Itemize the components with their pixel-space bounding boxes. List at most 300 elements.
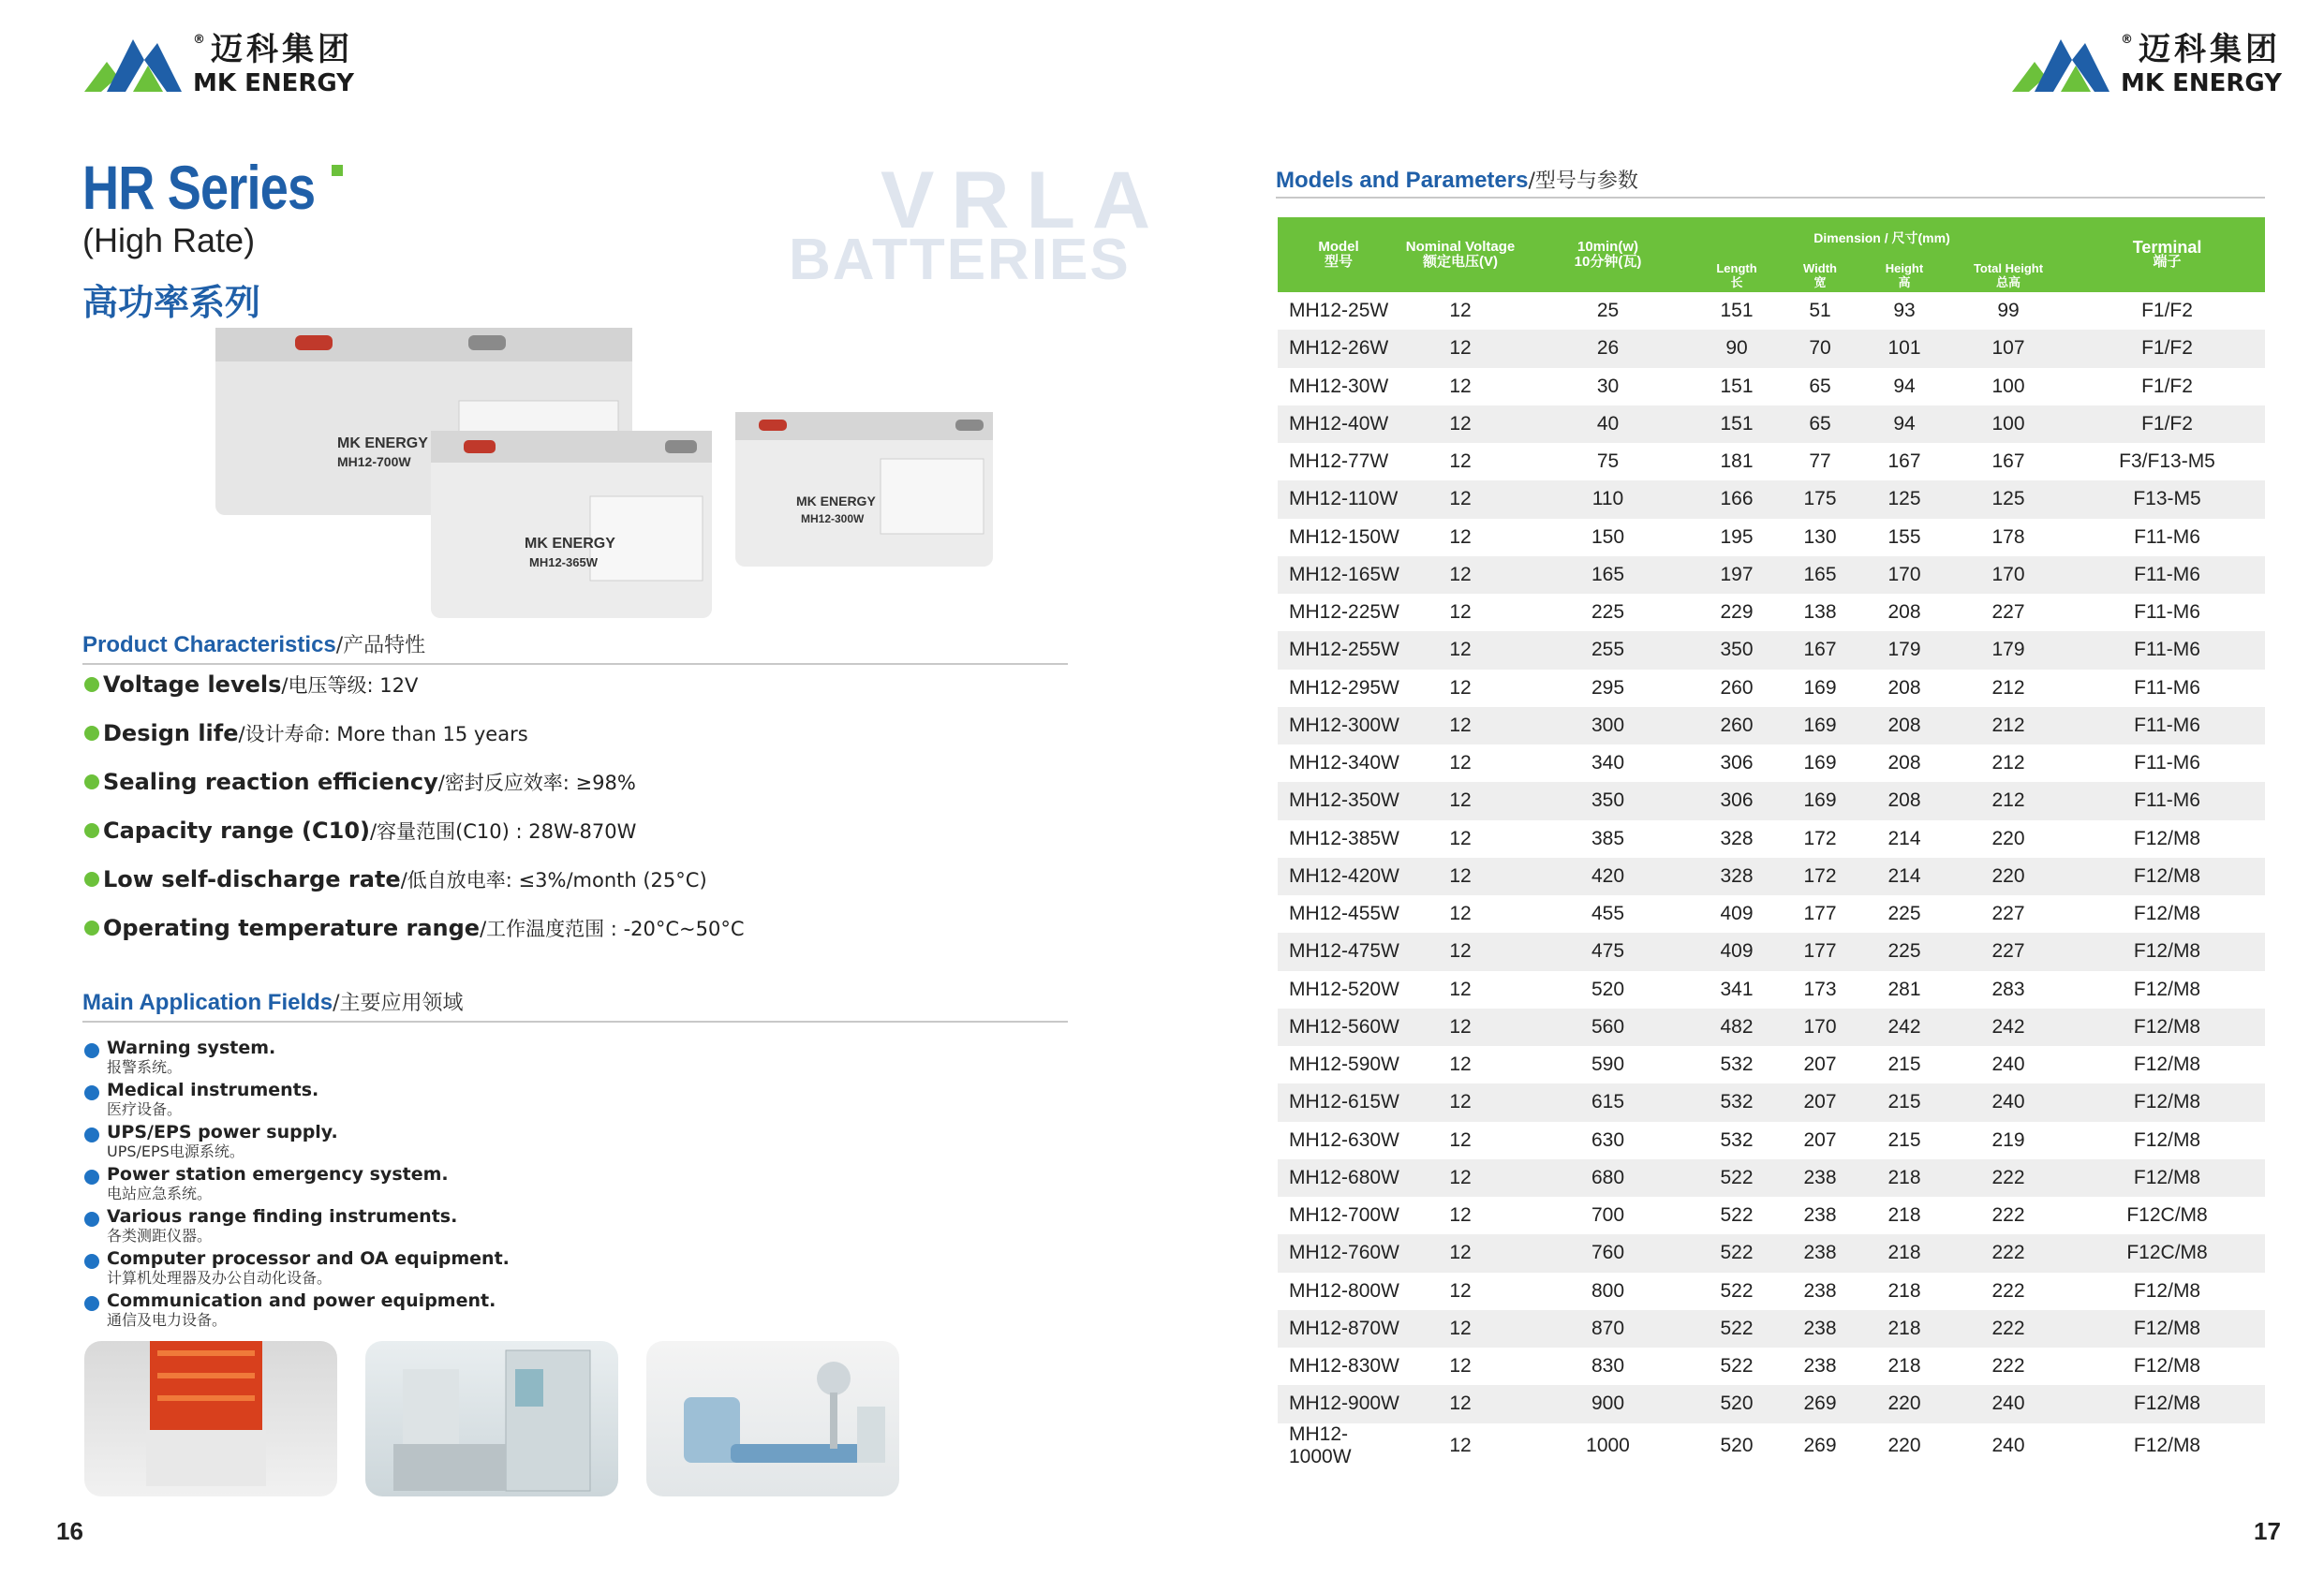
cell-total-height: 222 <box>1991 1166 2025 1188</box>
cell-height: 208 <box>1887 601 1921 624</box>
cell-total-height: 222 <box>1991 1317 2025 1339</box>
cell-width: 165 <box>1803 563 1837 585</box>
cell-voltage: 12 <box>1449 714 1472 736</box>
cell-terminal: F3/F13-M5 <box>2119 450 2215 473</box>
cell-total-height: 240 <box>1991 1091 2025 1113</box>
cell-model: MH12-455W <box>1289 903 1399 925</box>
header-model: Model 型号 <box>1318 239 1359 270</box>
cell-power: 295 <box>1591 676 1625 699</box>
cell-height: 215 <box>1887 1128 1921 1151</box>
cell-height: 101 <box>1887 337 1921 360</box>
cell-width: 172 <box>1803 827 1837 849</box>
char-value: /密封反应效率: ≥98% <box>437 772 636 794</box>
cell-width: 177 <box>1803 903 1837 925</box>
cell-length: 341 <box>1720 978 1754 1000</box>
characteristics-heading-cn: /产品特性 <box>335 634 426 657</box>
cell-length: 181 <box>1720 450 1754 473</box>
cell-terminal: F12/M8 <box>2133 1166 2201 1188</box>
cell-voltage: 12 <box>1449 601 1472 624</box>
cell-power: 630 <box>1591 1128 1625 1151</box>
cell-height: 218 <box>1887 1317 1921 1339</box>
cell-height: 179 <box>1887 639 1921 661</box>
cell-power: 475 <box>1591 940 1625 963</box>
cell-model: MH12-700W <box>1289 1204 1399 1227</box>
app-label-en: Power station emergency system. <box>107 1164 449 1185</box>
cell-width: 170 <box>1803 1015 1837 1038</box>
medical-equipment-icon <box>646 1341 899 1496</box>
cell-width: 51 <box>1809 300 1831 322</box>
cell-power: 590 <box>1591 1054 1625 1076</box>
app-label-en: UPS/EPS power supply. <box>107 1122 338 1142</box>
cell-total-height: 240 <box>1991 1434 2025 1456</box>
applications-heading-cn: /主要应用领域 <box>333 992 464 1015</box>
header-power: 10min(w) 10分钟(瓦) <box>1574 239 1642 270</box>
cell-total-height: 100 <box>1991 375 2025 397</box>
cell-model: MH12-26W <box>1289 337 1389 360</box>
bullet-icon <box>84 823 99 838</box>
table-row <box>1278 368 2265 405</box>
battery-product-image <box>206 318 1012 637</box>
models-table-body <box>1278 292 2265 1468</box>
cell-height: 208 <box>1887 676 1921 699</box>
cell-total-height: 227 <box>1991 601 2025 624</box>
cell-terminal: F12/M8 <box>2133 1128 2201 1151</box>
table-heading <box>1276 165 1638 194</box>
cell-terminal: F12/M8 <box>2133 864 2201 887</box>
cell-length: 195 <box>1720 525 1754 548</box>
cell-voltage: 12 <box>1449 412 1472 435</box>
table-row <box>1278 631 2265 669</box>
app-label-cn: 医疗设备。 <box>107 1100 183 1118</box>
cell-width: 65 <box>1809 375 1831 397</box>
cell-power: 800 <box>1591 1279 1625 1302</box>
char-value: /低自放电率: ≤3%/month (25°C) <box>400 869 707 892</box>
cell-terminal: F11-M6 <box>2134 789 2200 812</box>
cell-terminal: F12/M8 <box>2133 1355 2201 1378</box>
cell-model: MH12-760W <box>1289 1242 1399 1264</box>
table-row <box>1278 1046 2265 1083</box>
cell-width: 169 <box>1803 714 1837 736</box>
cell-length: 522 <box>1720 1204 1754 1227</box>
cell-width: 207 <box>1803 1091 1837 1113</box>
cell-terminal: F1/F2 <box>2141 337 2193 360</box>
app-label-en: Various range finding instruments. <box>107 1206 458 1227</box>
photo-warning-light <box>84 1341 337 1496</box>
cell-terminal: F11-M6 <box>2134 563 2200 585</box>
cell-total-height: 212 <box>1991 676 2025 699</box>
cell-total-height: 222 <box>1991 1279 2025 1302</box>
cell-length: 350 <box>1720 639 1754 661</box>
table-row <box>1278 820 2265 858</box>
table-row <box>1278 519 2265 556</box>
table-row <box>1278 1159 2265 1197</box>
applications-heading <box>82 987 464 1016</box>
cell-length: 166 <box>1720 488 1754 510</box>
cell-model: MH12-900W <box>1289 1393 1399 1415</box>
table-row <box>1278 1273 2265 1310</box>
cell-height: 281 <box>1887 978 1921 1000</box>
cell-model: MH12-225W <box>1289 601 1399 624</box>
char-self-discharge <box>84 865 707 893</box>
cell-power: 25 <box>1596 300 1620 322</box>
char-value: /容量范围(C10) : 28W-870W <box>370 820 637 843</box>
table-row <box>1278 330 2265 367</box>
cell-model: MH12-40W <box>1289 412 1389 435</box>
cell-height: 215 <box>1887 1091 1921 1113</box>
app-label-cn: 计算机处理器及办公自动化设备。 <box>107 1269 333 1287</box>
cell-length: 532 <box>1720 1054 1754 1076</box>
cell-voltage: 12 <box>1449 789 1472 812</box>
app-item-medical <box>84 1080 318 1119</box>
cell-terminal: F12C/M8 <box>2126 1204 2208 1227</box>
app-label-en: Communication and power equipment. <box>107 1290 496 1311</box>
characteristics-heading <box>82 629 425 658</box>
page-number-left: 16 <box>56 1517 83 1545</box>
cell-power: 40 <box>1596 412 1620 435</box>
cell-height: 208 <box>1887 752 1921 774</box>
cell-voltage: 12 <box>1449 639 1472 661</box>
table-row <box>1278 782 2265 819</box>
table-row <box>1278 744 2265 782</box>
char-capacity <box>84 817 636 845</box>
registered-mark: ® <box>193 33 209 47</box>
cell-terminal: F12/M8 <box>2133 1434 2201 1456</box>
char-label: Operating temperature range <box>103 915 481 941</box>
cell-terminal: F13-M5 <box>2133 488 2201 510</box>
cell-terminal: F12/M8 <box>2133 1393 2201 1415</box>
battery-brand-300: MK ENERGY <box>796 494 876 508</box>
app-label-cn: 通信及电力设备。 <box>107 1311 228 1329</box>
cell-power: 680 <box>1591 1166 1625 1188</box>
cell-terminal: F12C/M8 <box>2126 1242 2208 1264</box>
cell-terminal: F1/F2 <box>2141 300 2193 322</box>
cell-power: 455 <box>1591 903 1625 925</box>
cell-terminal: F11-M6 <box>2134 601 2200 624</box>
table-row <box>1278 1009 2265 1046</box>
cell-model: MH12-590W <box>1289 1054 1399 1076</box>
cell-length: 522 <box>1720 1317 1754 1339</box>
cell-voltage: 12 <box>1449 525 1472 548</box>
cell-width: 177 <box>1803 940 1837 963</box>
cell-voltage: 12 <box>1449 1204 1472 1227</box>
char-value: /设计寿命: More than 15 years <box>238 723 528 745</box>
cell-power: 350 <box>1591 789 1625 812</box>
cell-total-height: 212 <box>1991 714 2025 736</box>
table-row <box>1278 1385 2265 1422</box>
cell-voltage: 12 <box>1449 375 1472 397</box>
cell-total-height: 227 <box>1991 903 2025 925</box>
cell-height: 155 <box>1887 525 1921 548</box>
table-row <box>1278 670 2265 707</box>
table-row <box>1278 1310 2265 1348</box>
brand-logo-left <box>82 31 354 97</box>
cell-power: 830 <box>1591 1355 1625 1378</box>
green-square-accent <box>332 165 343 176</box>
cell-length: 520 <box>1720 1393 1754 1415</box>
cell-width: 238 <box>1803 1279 1837 1302</box>
cell-voltage: 12 <box>1449 940 1472 963</box>
cell-power: 1000 <box>1586 1434 1630 1456</box>
cell-length: 260 <box>1720 714 1754 736</box>
cell-model: MH12-520W <box>1289 978 1399 1000</box>
char-temperature <box>84 914 745 942</box>
cell-total-height: 222 <box>1991 1242 2025 1264</box>
header-total-height: Total Height 总高 <box>1973 261 2044 289</box>
warning-light-icon <box>84 1341 337 1496</box>
cell-voltage: 12 <box>1449 300 1472 322</box>
table-heading-divider <box>1276 197 2265 199</box>
cell-terminal: F12/M8 <box>2133 1091 2201 1113</box>
cell-terminal: F12/M8 <box>2133 1279 2201 1302</box>
cell-voltage: 12 <box>1449 1279 1472 1302</box>
cell-total-height: 212 <box>1991 789 2025 812</box>
cell-voltage: 12 <box>1449 1128 1472 1151</box>
cell-terminal: F12/M8 <box>2133 903 2201 925</box>
cell-height: 220 <box>1887 1434 1921 1456</box>
cell-total-height: 167 <box>1991 450 2025 473</box>
watermark-vrla: VRLA <box>881 155 1168 245</box>
cell-power: 760 <box>1591 1242 1625 1264</box>
brand-name-en: MK ENERGY <box>193 69 354 97</box>
brand-name-cn: 迈科集团 <box>211 31 353 68</box>
cell-power: 110 <box>1591 488 1624 510</box>
cell-height: 94 <box>1893 375 1916 397</box>
cell-total-height: 220 <box>1991 864 2025 887</box>
cell-voltage: 12 <box>1449 752 1472 774</box>
photo-medical-equipment <box>646 1341 899 1496</box>
cell-width: 169 <box>1803 676 1837 699</box>
battery-brand-700: MK ENERGY <box>337 435 428 451</box>
registered-mark: ® <box>2121 33 2137 47</box>
cell-length: 409 <box>1720 940 1754 963</box>
table-row <box>1278 1423 2265 1468</box>
cell-height: 208 <box>1887 714 1921 736</box>
cell-power: 75 <box>1596 450 1620 473</box>
char-label: Low self-discharge rate <box>103 866 401 892</box>
cell-power: 615 <box>1591 1091 1625 1113</box>
cell-length: 260 <box>1720 676 1754 699</box>
cell-width: 172 <box>1803 864 1837 887</box>
table-heading-cn: /型号与参数 <box>1528 169 1638 193</box>
cell-voltage: 12 <box>1449 1015 1472 1038</box>
cell-height: 208 <box>1887 789 1921 812</box>
app-label-en: Medical instruments. <box>107 1080 319 1100</box>
cell-length: 328 <box>1720 827 1754 849</box>
bullet-icon <box>84 677 99 692</box>
app-label-cn: 电站应急系统。 <box>107 1185 213 1202</box>
cell-voltage: 12 <box>1449 1434 1472 1456</box>
cell-model: MH12-350W <box>1289 789 1399 812</box>
header-voltage: Nominal Voltage 额定电压(V) <box>1405 239 1516 270</box>
app-item-power-station <box>84 1164 449 1203</box>
table-row <box>1278 556 2265 594</box>
app-item-communication <box>84 1290 496 1330</box>
cell-terminal: F12/M8 <box>2133 1015 2201 1038</box>
cell-height: 218 <box>1887 1242 1921 1264</box>
cell-height: 218 <box>1887 1279 1921 1302</box>
cell-model: MH12-1000W <box>1289 1422 1352 1467</box>
table-row <box>1278 895 2265 933</box>
mk-logo-icon <box>2010 34 2111 96</box>
cell-total-height: 125 <box>1991 488 2025 510</box>
table-row <box>1278 971 2265 1009</box>
cell-power: 165 <box>1591 563 1625 585</box>
cell-width: 269 <box>1803 1434 1837 1456</box>
char-value: /电压等级: 12V <box>281 674 419 697</box>
cell-width: 65 <box>1809 412 1831 435</box>
cell-power: 300 <box>1591 714 1625 736</box>
models-table <box>1278 217 2265 1468</box>
table-row <box>1278 594 2265 631</box>
cell-terminal: F12/M8 <box>2133 1317 2201 1339</box>
cell-length: 482 <box>1720 1015 1754 1038</box>
cell-voltage: 12 <box>1449 1054 1472 1076</box>
cell-total-height: 222 <box>1991 1204 2025 1227</box>
cell-width: 77 <box>1809 450 1831 473</box>
cell-width: 138 <box>1803 601 1837 624</box>
cell-height: 218 <box>1887 1204 1921 1227</box>
characteristics-heading-en: Product Characteristics <box>82 632 336 657</box>
cell-voltage: 12 <box>1449 488 1472 510</box>
table-row <box>1278 292 2265 330</box>
app-item-computer <box>84 1248 510 1288</box>
app-item-range-finding <box>84 1206 457 1245</box>
cell-total-height: 240 <box>1991 1054 2025 1076</box>
cell-height: 242 <box>1887 1015 1921 1038</box>
cell-model: MH12-300W <box>1289 714 1399 736</box>
cell-voltage: 12 <box>1449 903 1472 925</box>
cell-height: 218 <box>1887 1355 1921 1378</box>
cell-total-height: 220 <box>1991 827 2025 849</box>
series-subtitle: (High Rate) <box>82 221 256 259</box>
cell-model: MH12-830W <box>1289 1355 1399 1378</box>
cell-power: 870 <box>1591 1317 1625 1339</box>
app-label-en: Computer processor and OA equipment. <box>107 1248 510 1269</box>
cell-power: 30 <box>1596 375 1620 397</box>
table-row <box>1278 707 2265 744</box>
cell-model: MH12-630W <box>1289 1128 1399 1151</box>
app-item-warning <box>84 1038 275 1077</box>
cell-height: 93 <box>1893 300 1916 322</box>
cell-width: 175 <box>1803 488 1837 510</box>
header-length: Length 长 <box>1716 261 1757 289</box>
cell-length: 520 <box>1720 1434 1754 1456</box>
cell-width: 167 <box>1803 639 1837 661</box>
page-number-right: 17 <box>2254 1517 2281 1545</box>
characteristics-divider <box>82 663 1068 665</box>
cell-total-height: 178 <box>1991 525 2025 548</box>
cell-model: MH12-340W <box>1289 752 1399 774</box>
cell-length: 522 <box>1720 1279 1754 1302</box>
cell-width: 238 <box>1803 1166 1837 1188</box>
series-title-cn: 高功率系列 <box>82 282 261 323</box>
cell-terminal: F11-M6 <box>2134 714 2200 736</box>
table-row <box>1278 1083 2265 1121</box>
cell-power: 900 <box>1591 1393 1625 1415</box>
cell-total-height: 170 <box>1991 563 2025 585</box>
header-terminal: Terminal 端子 <box>2132 238 2202 270</box>
cell-model: MH12-385W <box>1289 827 1399 849</box>
cell-length: 151 <box>1720 375 1754 397</box>
cell-total-height: 240 <box>1991 1393 2025 1415</box>
table-row <box>1278 858 2265 895</box>
cell-model: MH12-475W <box>1289 940 1399 963</box>
series-title: HR Series <box>82 153 316 222</box>
table-heading-en: Models and Parameters <box>1276 168 1529 193</box>
cell-width: 269 <box>1803 1393 1837 1415</box>
cell-model: MH12-150W <box>1289 525 1399 548</box>
cell-total-height: 242 <box>1991 1015 2025 1038</box>
cell-power: 150 <box>1591 525 1625 548</box>
cell-voltage: 12 <box>1449 864 1472 887</box>
cell-terminal: F11-M6 <box>2134 639 2200 661</box>
bullet-icon <box>84 1212 99 1227</box>
mk-logo-icon <box>82 34 184 96</box>
cell-model: MH12-615W <box>1289 1091 1399 1113</box>
cell-length: 229 <box>1720 601 1754 624</box>
cell-height: 214 <box>1887 864 1921 887</box>
cell-voltage: 12 <box>1449 978 1472 1000</box>
cell-voltage: 12 <box>1449 1317 1472 1339</box>
cell-length: 151 <box>1720 300 1754 322</box>
bullet-icon <box>84 726 99 741</box>
cell-model: MH12-800W <box>1289 1279 1399 1302</box>
cell-width: 169 <box>1803 789 1837 812</box>
char-value: /工作温度范围 : -20°C~50°C <box>480 918 745 940</box>
cell-voltage: 12 <box>1449 1393 1472 1415</box>
cell-height: 220 <box>1887 1393 1921 1415</box>
bullet-icon <box>84 1296 99 1311</box>
cell-power: 385 <box>1591 827 1625 849</box>
applications-divider <box>82 1021 1068 1023</box>
cell-terminal: F1/F2 <box>2141 412 2193 435</box>
cell-total-height: 100 <box>1991 412 2025 435</box>
bullet-icon <box>84 1085 99 1100</box>
watermark-batteries: BATTERIES <box>789 228 1131 292</box>
table-row <box>1278 405 2265 443</box>
cell-model: MH12-25W <box>1289 300 1389 322</box>
bullet-icon <box>84 872 99 887</box>
cell-model: MH12-30W <box>1289 375 1389 397</box>
battery-brand-365: MK ENERGY <box>525 536 615 552</box>
app-item-ups <box>84 1122 338 1161</box>
table-row <box>1278 1234 2265 1272</box>
table-row <box>1278 1197 2265 1234</box>
table-row <box>1278 480 2265 518</box>
bullet-icon <box>84 1170 99 1185</box>
cell-height: 170 <box>1887 563 1921 585</box>
cell-power: 700 <box>1591 1204 1625 1227</box>
char-label: Capacity range (C10) <box>103 818 370 844</box>
cell-height: 125 <box>1887 488 1921 510</box>
cell-power: 255 <box>1591 639 1625 661</box>
cell-length: 328 <box>1720 864 1754 887</box>
cell-voltage: 12 <box>1449 827 1472 849</box>
bullet-icon <box>84 774 99 789</box>
cell-height: 225 <box>1887 903 1921 925</box>
cell-length: 522 <box>1720 1166 1754 1188</box>
cell-width: 207 <box>1803 1054 1837 1076</box>
cell-total-height: 283 <box>1991 978 2025 1000</box>
cell-model: MH12-165W <box>1289 563 1399 585</box>
cell-voltage: 12 <box>1449 337 1472 360</box>
cell-length: 522 <box>1720 1242 1754 1264</box>
cell-terminal: F11-M6 <box>2134 525 2200 548</box>
cell-total-height: 107 <box>1991 337 2025 360</box>
battery-label-365: MH12-365W <box>529 555 598 569</box>
char-sealing <box>84 768 636 796</box>
header-height: Height 高 <box>1885 261 1924 289</box>
